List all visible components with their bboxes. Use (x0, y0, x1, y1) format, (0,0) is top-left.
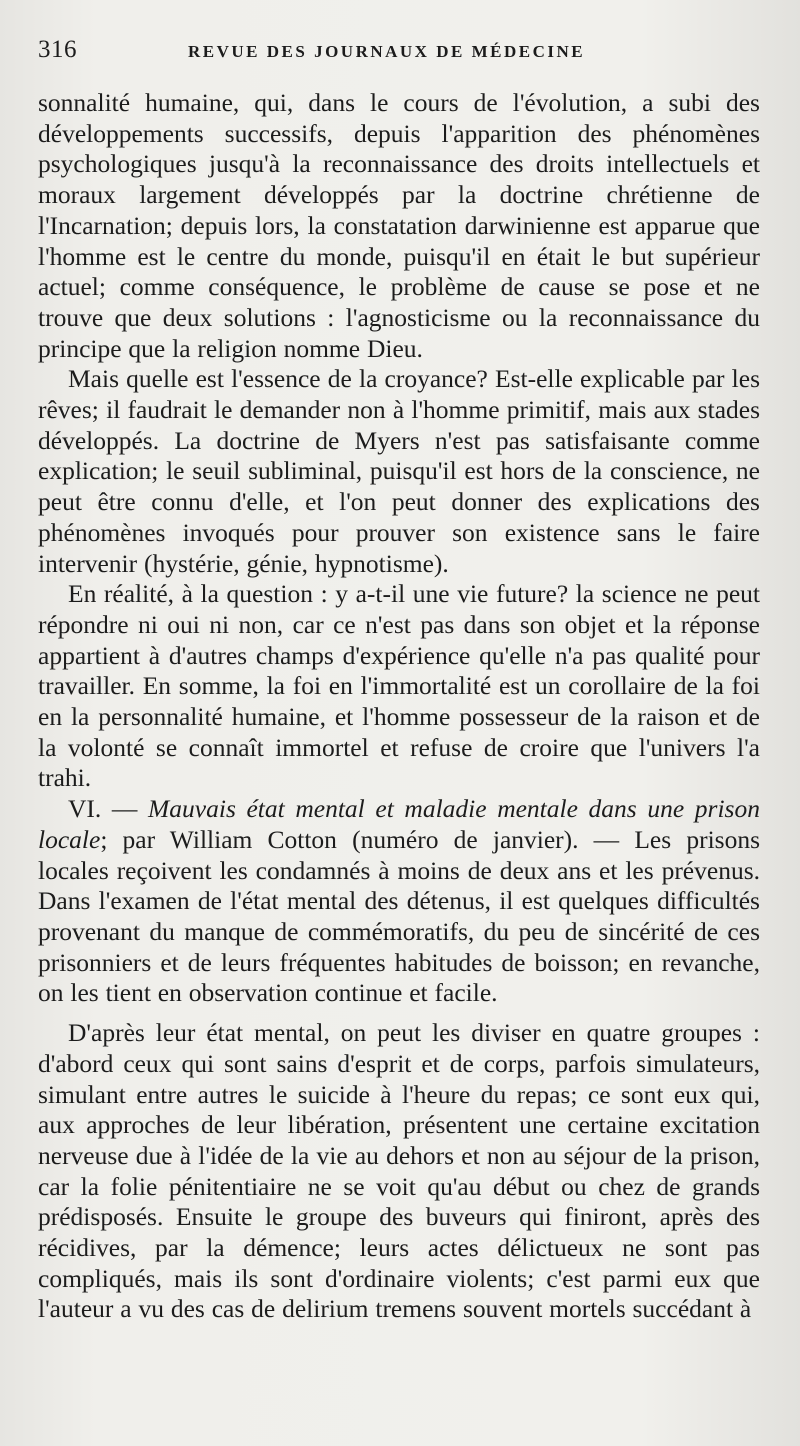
section-title: Mauvais état mental et maladie mentale dans une prison locale (38, 794, 760, 854)
paragraph-groupes: D'après leur état mental, on peut les diviser en quatre groupes : d'abord ceux qui sont sains d'esprit et de corps, parfois simulateurs, simulant entre autres le suicide à l'heure du repas; ce sont eux qui, aux approches de leur libération, présentent une certaine excitation nerveuse due à l'idée de la vie au dehors et non au séjour de la prison, car la folie pénitentiaire ne se voit qu'au début ou chez de grands prédisposés. Ensuite le groupe des buveurs qui finiront, après des récidives, par la démence; leurs actes délictueux ne sont pas compliqués, mais ils sont d'ordinaire violents; c'est parmi eux que l'auteur a vu des cas de delirium tremens souvent mortels succédant à (38, 1018, 760, 1324)
running-head (38, 36, 760, 88)
section-numeral: VI. — (68, 794, 149, 824)
page-number: 316 (38, 36, 77, 63)
body-text (38, 88, 760, 1325)
running-title: REVUE DES JOURNAUX DE MÉDECINE (188, 42, 586, 61)
paragraph-continuation: sonnalité humaine, qui, dans le cours de l'évolution, a subi des développements successifs, depuis l'apparition des phénomènes psychologiques jusqu'à la reconnaissance des droits intellectuels et moraux largement développés par la doctrine chrétienne de l'Incarnation; depuis lors, la constatation darwinienne est apparue que l'homme est le centre du monde, puisqu'il en était le but supérieur actuel; comme conséquence, le problème de cause se pose et ne trouve que deux solutions : l'agnosticisme ou la reconnaissance du principe que la religion nomme Dieu. (38, 88, 760, 363)
paragraph-vie-future: En réalité, à la question : y a-t-il une vie future? la science ne peut répondre ni oui ni non, car ce n'est pas dans son objet et la réponse appartient à d'autres champs d'expérience qu'elle n'a pas qualité pour travailler. En somme, la foi en l'immortalité est un corollaire de la foi en la personnalité humaine, et l'homme possesseur de la raison et de la volonté se connaît immortel et refuse de croire que l'univers l'a trahi. (38, 579, 760, 793)
paragraph-croyance: Mais quelle est l'essence de la croyance? Est-elle explicable par les rêves; il faudrait le demander non à l'homme primitif, mais aux stades développés. La doctrine de Myers n'est pas satisfaisante comme explication; le seuil subliminal, puisqu'il est hors de la conscience, ne peut être connu d'elle, et l'on peut donner des explications des phénomènes invoqués pour prouver son existence sans le faire intervenir (hystérie, génie, hypnotisme). (38, 364, 760, 578)
paragraph-section-vi (38, 794, 760, 1009)
section-body: ; par William Cotton (numéro de janvier). — Les prisons locales reçoivent les condamnés à moins de deux ans et les prévenus. Dans l'examen de l'état mental des détenus, il est quelques difficultés provenant du manque de commémoratifs, du peu de sincérité de ces prisonniers et de leurs fréquentes habitudes de boisson; en revanche, on les tient en observation continue et facile. (38, 824, 760, 1008)
